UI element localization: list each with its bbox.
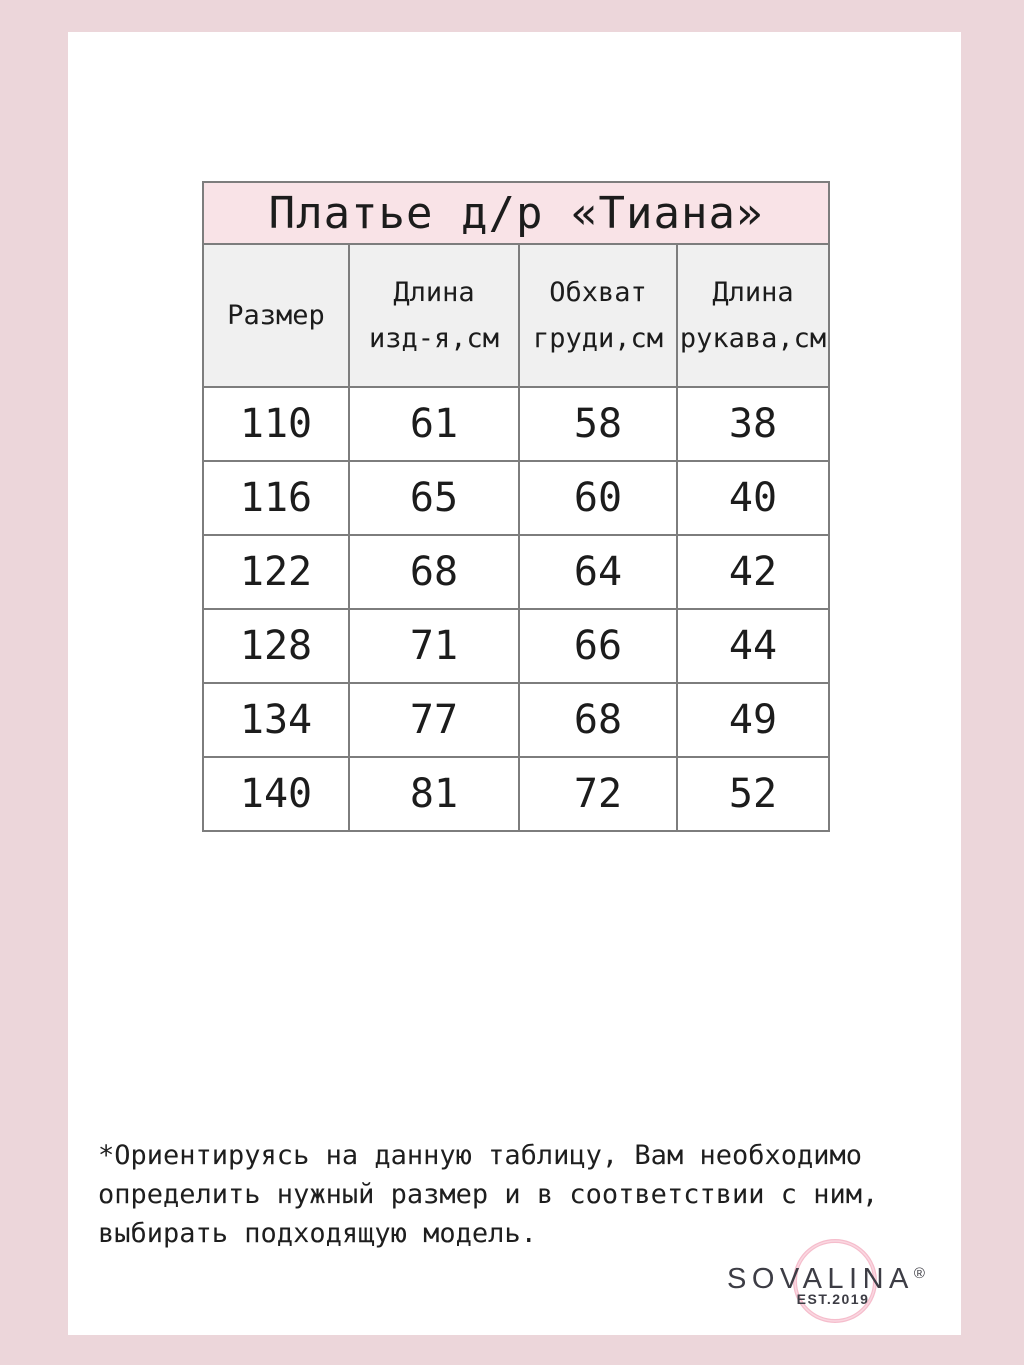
cell-chest: 64 xyxy=(519,535,677,609)
table-row xyxy=(203,387,829,461)
table-title-row xyxy=(203,182,829,244)
cell-chest: 68 xyxy=(519,683,677,757)
cell-chest: 66 xyxy=(519,609,677,683)
table-row xyxy=(203,461,829,535)
cell-length: 77 xyxy=(349,683,519,757)
column-header-label: изд-я,см xyxy=(368,322,500,354)
column-header-size xyxy=(203,244,349,387)
size-chart-table xyxy=(202,181,830,832)
cell-chest: 72 xyxy=(519,757,677,831)
column-header-label: рукава,см xyxy=(679,322,827,354)
cell-sleeve: 40 xyxy=(677,461,829,535)
cell-length: 61 xyxy=(349,387,519,461)
brand-est-label: EST.2019 xyxy=(796,1291,870,1307)
cell-size: 116 xyxy=(203,461,349,535)
cell-size: 110 xyxy=(203,387,349,461)
registered-trademark-icon: ® xyxy=(913,1265,925,1282)
column-header-label: Обхват xyxy=(549,276,647,308)
column-header-label: Размер xyxy=(227,299,325,331)
footnote-line: определить нужный размер и в соответствии с ним, xyxy=(98,1179,879,1210)
cell-length: 65 xyxy=(349,461,519,535)
cell-chest: 60 xyxy=(519,461,677,535)
cell-sleeve: 44 xyxy=(677,609,829,683)
brand-logo xyxy=(685,1187,937,1327)
cell-sleeve: 38 xyxy=(677,387,829,461)
column-header-label: груди,см xyxy=(532,322,664,354)
cell-sleeve: 42 xyxy=(677,535,829,609)
column-header-label: Длина xyxy=(712,276,794,308)
footnote-line: *Ориентируясь на данную таблицу, Вам необходимо xyxy=(98,1140,863,1171)
cell-size: 128 xyxy=(203,609,349,683)
page-sheet xyxy=(68,32,961,1335)
column-header-chest xyxy=(519,244,677,387)
cell-chest: 58 xyxy=(519,387,677,461)
cell-size: 134 xyxy=(203,683,349,757)
cell-length: 71 xyxy=(349,609,519,683)
table-header-row xyxy=(203,244,829,387)
table-row xyxy=(203,609,829,683)
cell-length: 68 xyxy=(349,535,519,609)
table-row xyxy=(203,683,829,757)
cell-length: 81 xyxy=(349,757,519,831)
table-title: Платье д/р «Тиана» xyxy=(203,182,829,244)
cell-size: 140 xyxy=(203,757,349,831)
table-row xyxy=(203,535,829,609)
cell-sleeve: 49 xyxy=(677,683,829,757)
column-header-label: Длина xyxy=(393,276,475,308)
footnote-line: выбирать подходящую модель. xyxy=(98,1218,537,1249)
column-header-sleeve xyxy=(677,244,829,387)
table-row xyxy=(203,757,829,831)
brand-name-text: SOVALINA xyxy=(727,1263,914,1295)
column-header-length xyxy=(349,244,519,387)
cell-size: 122 xyxy=(203,535,349,609)
cell-sleeve: 52 xyxy=(677,757,829,831)
